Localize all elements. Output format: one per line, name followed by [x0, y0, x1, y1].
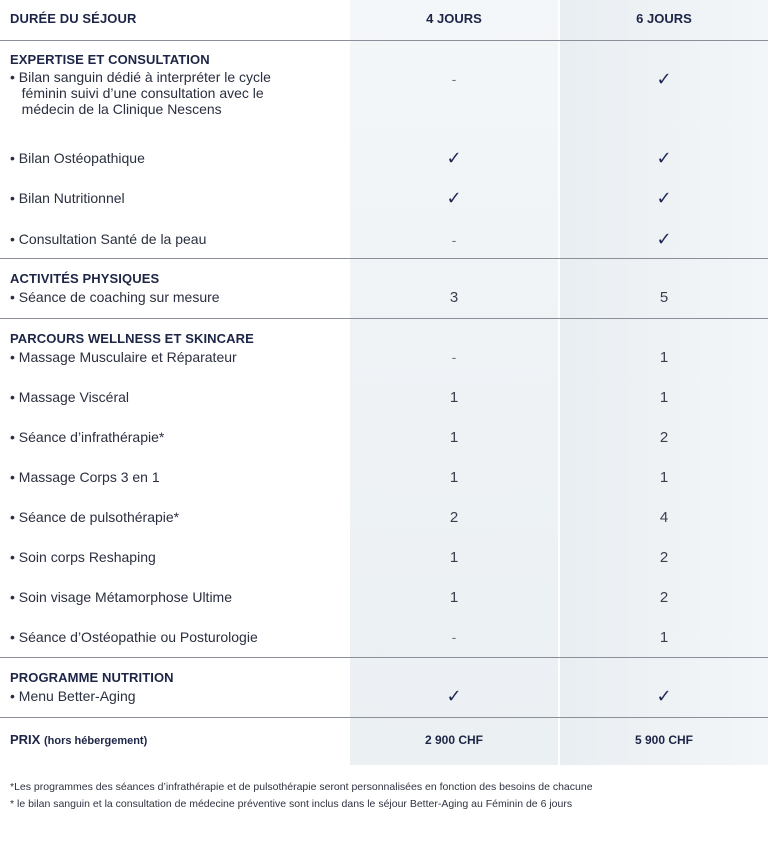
price-label [10, 732, 147, 747]
item-label: • Bilan Nutritionnel [10, 190, 125, 206]
value-4-days: 1 [449, 589, 459, 606]
check-icon: ✓ [656, 188, 672, 208]
divider [0, 258, 768, 259]
column-4-days-background [350, 0, 558, 765]
value-6-days: 1 [659, 349, 669, 366]
item-label: • Consultation Santé de la peau [10, 231, 207, 247]
price-4-days: 2 900 CHF [424, 733, 484, 747]
item-label: • Menu Better-Aging [10, 688, 136, 704]
divider [0, 717, 768, 718]
value-6-days: 1 [659, 469, 669, 486]
section-title: PARCOURS WELLNESS ET SKINCARE [10, 331, 254, 346]
value-4-days: 1 [449, 429, 459, 446]
value-4-days: 1 [449, 389, 459, 406]
header-4-days: 4 JOURS [426, 11, 482, 26]
check-icon: ✓ [656, 148, 672, 168]
value-6-days: 1 [659, 629, 669, 646]
value-6-days: 1 [659, 389, 669, 406]
item-label: • Séance d’Ostéopathie ou Posturologie [10, 629, 258, 645]
value-4-days: 3 [449, 289, 459, 306]
item-label: • Bilan Ostéopathique [10, 150, 145, 166]
check-icon: ✓ [446, 148, 462, 168]
divider [0, 40, 768, 41]
value-4-days: 1 [449, 469, 459, 486]
item-label: • Séance de pulsothérapie* [10, 509, 180, 525]
item-label: • Massage Corps 3 en 1 [10, 469, 160, 485]
footnote-1: *Les programmes des séances d’infrathérapie et de pulsothérapie seront personnalisées en fonction des besoins de chacune [10, 781, 593, 793]
price-title: PRIX [10, 732, 41, 747]
check-icon: ✓ [656, 229, 672, 249]
value-4-days: 1 [449, 549, 459, 566]
value-4-days: - [451, 629, 457, 645]
value-6-days: 5 [659, 289, 669, 306]
section-title: PROGRAMME NUTRITION [10, 670, 174, 685]
divider [0, 657, 768, 658]
value-6-days: 2 [659, 429, 669, 446]
footnote-2: * le bilan sanguin et la consultation de médecine préventive sont inclus dans le séjour Better-Aging au Féminin de 6 jours [10, 798, 573, 810]
header-row [0, 0, 768, 40]
item-label: • Massage Viscéral [10, 389, 130, 405]
duration-header: DURÉE DU SÉJOUR [10, 11, 137, 26]
item-label: • Séance de coaching sur mesure [10, 289, 220, 305]
value-6-days: 4 [659, 509, 669, 526]
item-label: • Massage Musculaire et Réparateur [10, 349, 237, 365]
value-6-days: 2 [659, 589, 669, 606]
section-title: ACTIVITÉS PHYSIQUES [10, 271, 160, 286]
check-icon: ✓ [446, 686, 462, 706]
item-label: • Bilan sanguin dédié à interpréter le cycle féminin suivi d’une consultation avec le médecin de la Clinique Nescens [10, 69, 271, 117]
item-label: • Soin corps Reshaping [10, 549, 156, 565]
divider [0, 318, 768, 319]
price-6-days: 5 900 CHF [634, 733, 694, 747]
value-4-days: - [451, 349, 457, 365]
value-6-days: 2 [659, 549, 669, 566]
item-label: • Séance d’infrathérapie* [10, 429, 165, 445]
check-icon: ✓ [656, 686, 672, 706]
price-note: (hors hébergement) [43, 735, 148, 747]
section-title: EXPERTISE ET CONSULTATION [10, 52, 210, 67]
value-4-days: - [451, 71, 457, 87]
column-6-days-background [560, 0, 768, 765]
item-label: • Soin visage Métamorphose Ultime [10, 589, 232, 605]
check-icon: ✓ [446, 188, 462, 208]
check-icon: ✓ [656, 69, 672, 89]
value-4-days: - [451, 232, 457, 248]
header-6-days: 6 JOURS [636, 11, 692, 26]
value-4-days: 2 [449, 509, 459, 526]
